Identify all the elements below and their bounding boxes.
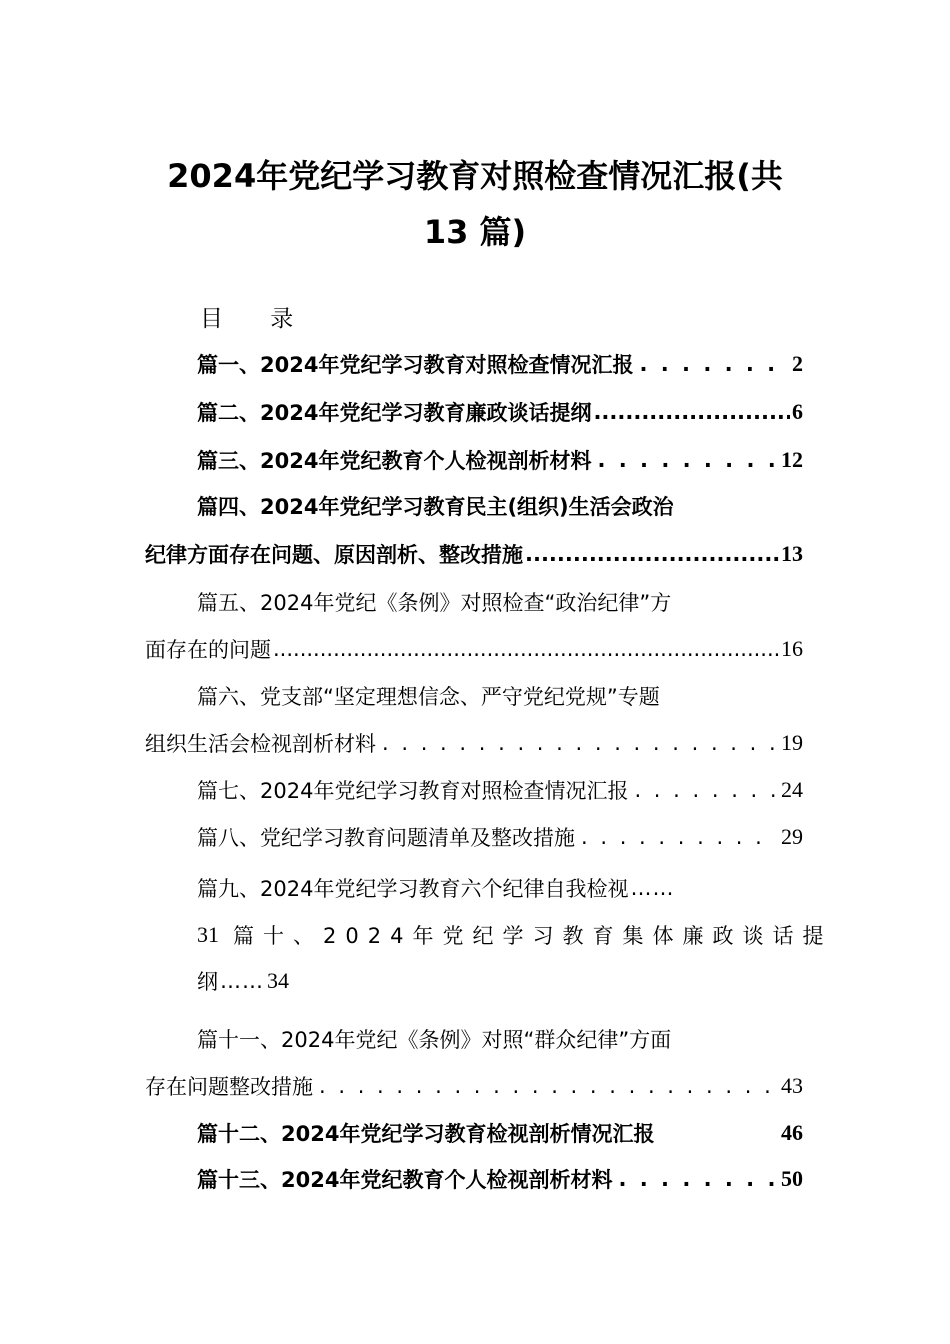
toc-entry-12[interactable] bbox=[197, 1116, 803, 1150]
dot-leader bbox=[319, 1074, 775, 1098]
toc-page-number: 43 bbox=[781, 1073, 803, 1098]
toc-entry-title-line-1: 篇四、2024年党纪学习教育民主(组织)生活会政治 bbox=[197, 495, 674, 519]
toc-entry-title-line-2: 组织生活会检视剖析材料 bbox=[145, 732, 376, 756]
toc-page-number: 16 bbox=[781, 636, 803, 661]
dot-leader bbox=[639, 352, 786, 376]
toc-entry-11[interactable] bbox=[197, 1022, 803, 1056]
toc-page-number: 12 bbox=[781, 447, 803, 472]
toc-entry-3[interactable] bbox=[197, 443, 803, 477]
toc-entry-7[interactable] bbox=[197, 773, 803, 807]
toc-entry-title-line-2: 面存在的问题 bbox=[145, 638, 271, 662]
document-title-line-1: 2024年党纪学习教育对照检查情况汇报(共 bbox=[167, 157, 783, 195]
toc-entry-title: 篇七、2024年党纪学习教育对照检查情况汇报 bbox=[197, 779, 629, 803]
dot-leader: …… bbox=[630, 876, 675, 900]
toc-page-number: 34 bbox=[267, 968, 289, 993]
toc-entry-title-line-2: 纪律方面存在问题、原因剖析、整改措施 bbox=[145, 543, 523, 567]
toc-entry-title: 篇十二、2024年党纪学习教育检视剖析情况汇报 bbox=[197, 1122, 655, 1146]
toc-entry-1[interactable] bbox=[197, 347, 803, 381]
toc-entry-10-continued[interactable] bbox=[197, 964, 803, 998]
document-title-line-2: 13 篇) bbox=[423, 213, 527, 251]
toc-entry-8[interactable] bbox=[197, 820, 803, 854]
dot-leader bbox=[525, 542, 779, 566]
toc-entry-9-10-continued[interactable] bbox=[197, 918, 833, 952]
toc-entry-5[interactable] bbox=[197, 585, 803, 619]
toc-page-number: 2 bbox=[792, 351, 803, 376]
toc-page-number: 29 bbox=[781, 824, 803, 849]
toc-entry-9[interactable] bbox=[197, 871, 803, 905]
dot-leader bbox=[273, 637, 779, 661]
toc-entry-2[interactable] bbox=[197, 395, 803, 429]
toc-entry-6[interactable] bbox=[197, 679, 803, 713]
toc-page-number: 24 bbox=[781, 777, 803, 802]
toc-entry-11-continued[interactable] bbox=[145, 1069, 803, 1103]
toc-entry-10-title-line-2: 纲 bbox=[197, 970, 218, 994]
toc-page-number: 6 bbox=[792, 399, 803, 424]
toc-page-number: 31 bbox=[197, 922, 219, 947]
toc-entry-title: 篇九、2024年党纪学习教育六个纪律自我检视 bbox=[197, 877, 629, 901]
dot-leader: …… bbox=[220, 969, 264, 993]
dot-leader bbox=[618, 1167, 775, 1191]
toc-entry-title: 篇一、2024年党纪学习教育对照检查情况汇报 bbox=[197, 353, 634, 377]
toc-entry-4-continued[interactable] bbox=[145, 537, 803, 571]
dot-leader bbox=[382, 731, 775, 755]
toc-entry-title: 篇三、2024年党纪教育个人检视剖析材料 bbox=[197, 449, 592, 473]
toc-entry-4[interactable] bbox=[197, 489, 803, 523]
toc-entry-title: 篇十三、2024年党纪教育个人检视剖析材料 bbox=[197, 1168, 613, 1192]
dot-leader bbox=[593, 400, 790, 424]
toc-entry-6-continued[interactable] bbox=[145, 726, 803, 760]
toc-page-number: 50 bbox=[781, 1166, 803, 1191]
dot-leader bbox=[581, 825, 775, 849]
toc-entry-10-title-line-1: 篇十、2024年党纪学习教育集体廉政谈话提 bbox=[233, 924, 833, 948]
dot-leader bbox=[597, 448, 775, 472]
dot-leader bbox=[634, 778, 775, 802]
toc-entry-title: 篇八、党纪学习教育问题清单及整改措施 bbox=[197, 826, 575, 850]
toc-entry-5-continued[interactable] bbox=[145, 632, 803, 666]
toc-page-number: 19 bbox=[781, 730, 803, 755]
toc-entry-title-line-1: 篇十一、2024年党纪《条例》对照“群众纪律”方面 bbox=[197, 1028, 672, 1052]
toc-heading: 目 录 bbox=[200, 306, 314, 332]
toc-page-number: 13 bbox=[781, 541, 803, 566]
toc-page-number: 46 bbox=[781, 1120, 803, 1145]
toc-entry-title-line-1: 篇六、党支部“坚定理想信念、严守党纪党规”专题 bbox=[197, 685, 660, 709]
toc-entry-13[interactable] bbox=[197, 1162, 803, 1196]
toc-entry-title-line-2: 存在问题整改措施 bbox=[145, 1075, 313, 1099]
toc-entry-title: 篇二、2024年党纪学习教育廉政谈话提纲 bbox=[197, 401, 592, 425]
toc-entry-title-line-1: 篇五、2024年党纪《条例》对照检查“政治纪律”方 bbox=[197, 591, 672, 615]
